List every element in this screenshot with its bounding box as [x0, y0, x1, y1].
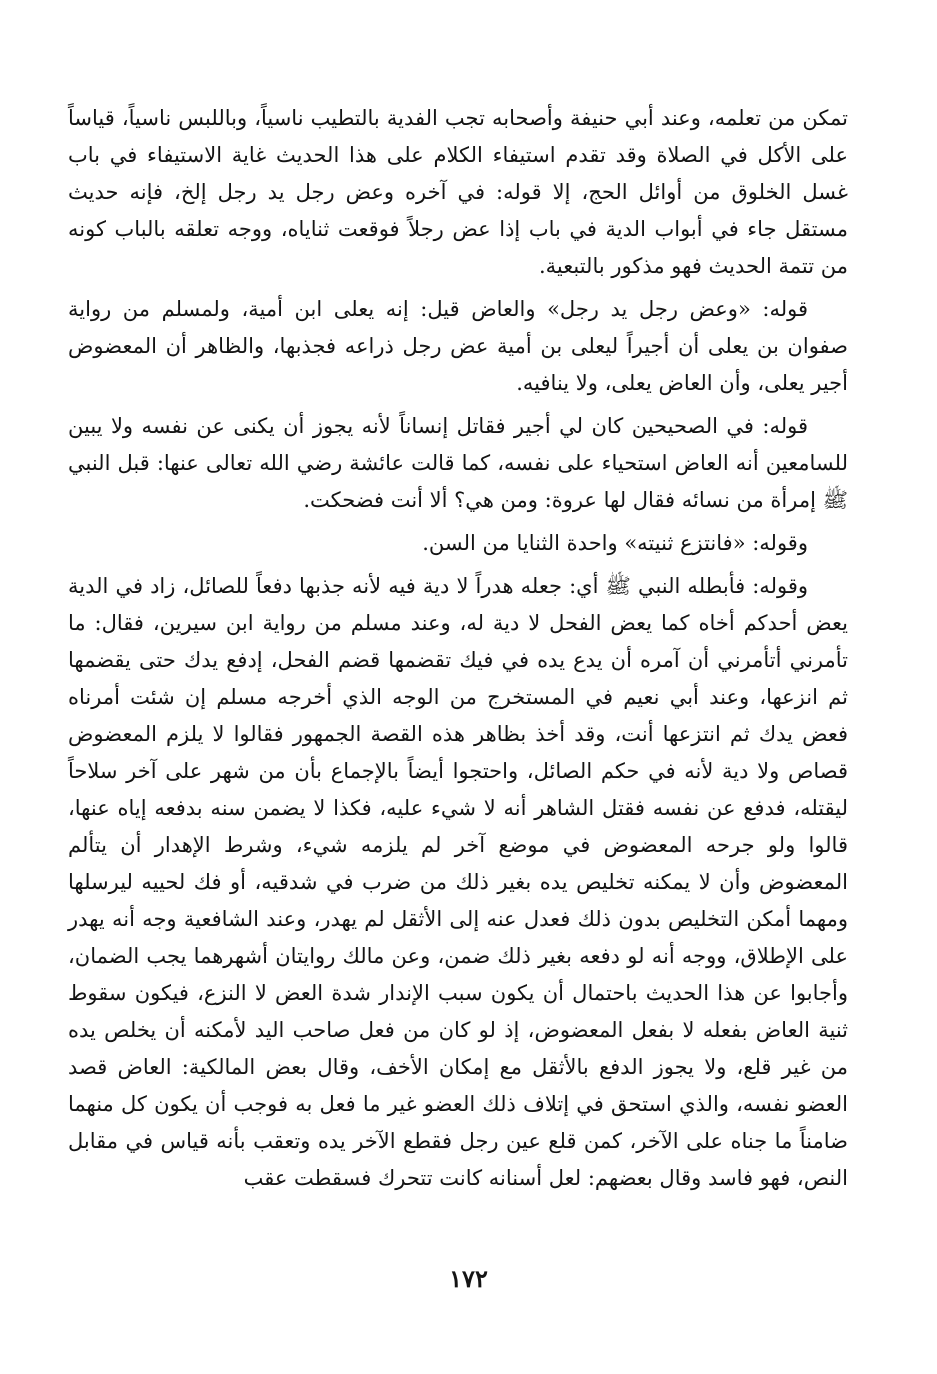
page-number: ١٧٢ — [449, 1264, 488, 1293]
page-body — [68, 100, 848, 1203]
paragraph-3: قوله: في الصحيحين كان لي أجير فقاتل إنساناً لأنه يجوز أن يكنى عن نفسه ولا يبين للسامعين أنه العاض استحياء على نفسه، كما قالت عائشة رضي الله تعالى عنها: قبل النبي ﷺ إمرأة من نسائه فقال لها عروة: ومن هي؟ ألا أنت فضحكت. — [68, 414, 848, 512]
paragraph-1: تمكن من تعلمه، وعند أبي حنيفة وأصحابه تجب الفدية بالتطيب ناسياً، وباللبس ناسياً، قياساً على الأكل في الصلاة وقد تقدم استيفاء الكلام على هذا الحديث غاية الاستيفاء في باب غسل الخلوق من أوائل الحج، إلا قوله: في آخره وعض رجل يد رجل إلخ، فإنه حديث مستقل جاء في أبواب الدية في باب إذا عض رجلاً فوقعت ثناياه، ووجه تعلقه بالباب كونه من تتمة الحديث فهو مذكور بالتبعية. — [68, 106, 848, 278]
paragraph-4: وقوله: «فانتزع ثنيته» واحدة الثنايا من السن. — [422, 531, 808, 555]
paragraph-2: قوله: «وعض رجل يد رجل» والعاض قيل: إنه يعلى ابن أمية، ولمسلم من رواية صفوان بن يعلى أن أجيراً ليعلى بن أمية عض رجل ذراعه فجذبها، والظاهر أن المعضوض أجير يعلى، وأن العاض يعلى، ولا ينافيه. — [68, 297, 848, 395]
paragraph-5: وقوله: فأبطله النبي ﷺ أي: جعله هدراً لا دية فيه لأنه جذبها دفعاً للصائل، زاد في الدية يعض أحدكم أخاه كما يعض الفحل لا دية له، وعند مسلم من رواية ابن سيرين، فقال: ما تأمرني أتأمرني أن آمره أن يدع يده في فيك تقضمها قضم الفحل، إدفع يدك حتى يقضمها ثم انزعها، وعند أبي نعيم في المستخرج من الوجه الذي أخرجه مسلم إن شئت أمرناه فعض يدك ثم انتزعها أنت، وقد أخذ بظاهر هذه القصة الجمهور فقالوا لا يلزم المعضوض قصاص ولا دية لأنه في حكم الصائل، واحتجوا أيضاً بالإجماع بأن من شهر على آخر سلاحاً ليقتله، فدفع عن نفسه فقتل الشاهر أنه لا شيء عليه، فكذا لا يضمن سنه بدفعه إياه عنها، قالوا ولو جرحه المعضوض في موضع آخر لم يلزمه شيء، وشرط الإهدار أن يتألم المعضوض وأن لا يمكنه تخليص يده بغير ذلك من ضرب في شدقيه، أو فك لحييه ليرسلها ومهما أمكن التخليص بدون ذلك فعدل عنه إلى الأثقل لم يهدر، وعند الشافعية وجه أنه يهدر على الإطلاق، ووجه أنه لو دفعه بغير ذلك ضمن، وعن مالك روايتان أشهرهما يجب الضمان، وأجابوا عن هذا الحديث باحتمال أن يكون سبب الإندار شدة العض لا النزع، فيكون سقوط ثنية العاض بفعله لا بفعل المعضوض، إذ لو كان من فعل صاحب اليد لأمكنه أن يخلص يده من غير قلع، ولا يجوز الدفع بالأثقل مع إمكان الأخف، وقال بعض المالكية: العاض قصد العضو نفسه، والذي استحق في إتلاف ذلك العضو غير ما فعل به فوجب أن يكون كل منهما ضامناً ما جناه على الآخر، كمن قلع عين رجل فقطع الآخر يده وتعقب بأنه قياس في مقابل النص، فهو فاسد وقال بعضهم: لعل أسنانه كانت تتحرك فسقطت عقب — [68, 574, 848, 1190]
